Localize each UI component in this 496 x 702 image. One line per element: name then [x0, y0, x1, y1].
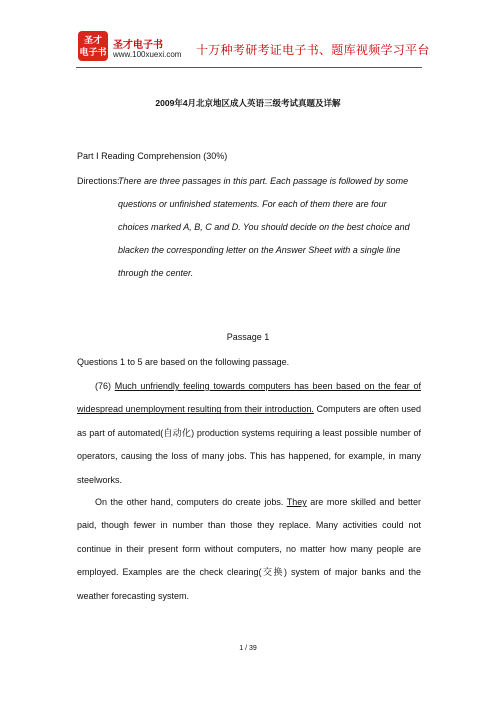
document-title: 2009年4月北京地区成人英语三级考试真题及详解 — [155, 98, 341, 108]
header-slogan: 十万种考研考证电子书、题库视频学习平台 — [196, 43, 430, 57]
brand-url[interactable]: www.100xuexi.com — [113, 50, 182, 59]
page-number: 1 / 39 — [239, 645, 257, 652]
part-heading: Part Ⅰ Reading Comprehension (30%) — [77, 151, 228, 161]
passage-heading: Passage 1 — [226, 332, 270, 342]
logo-text-bottom: 电子书 — [79, 47, 107, 57]
header-divider — [76, 67, 422, 68]
directions-line: blacken the corresponding letter on the Answer Sheet with a single line — [118, 245, 401, 255]
paragraph-text: are more skilled and better paid, though fewer in number than those they replace. Many activities could not continue in their present form without computers, no matter how many people are employed. Examples are the check clearing(交换) system of major banks and the weather forecasting system. — [77, 497, 421, 601]
questions-intro: Questions 1 to 5 are based on the following passage. — [77, 357, 290, 367]
directions-line: choices marked A, B, C and D. You should decide on the best choice and — [118, 222, 410, 232]
directions-line: There are three passages in this part. Each passage is followed by some — [118, 176, 409, 186]
logo-text-top: 圣才 — [83, 35, 102, 45]
brand-logo — [78, 31, 108, 61]
directions-line: questions or unfinished statements. For each of them there are four — [118, 199, 387, 209]
paragraph-text: On the other hand, computers do create jobs. — [95, 497, 287, 507]
directions-line: through the center. — [118, 268, 194, 278]
brand-name: 圣才电子书 — [113, 40, 163, 51]
paragraph-number: (76) — [95, 381, 115, 391]
underlined-sentence: Much unfriendly feeling towards computers has been based on the fear of widespread unemployment resulting from their introduction. — [77, 381, 421, 415]
directions-label: Directions: — [77, 176, 120, 186]
paragraph-text: Computers are often used as part of automated(自动化) production systems requiring a least possible number of operators, causing the loss of many jobs. This has happened, for example, in many steelworks. — [77, 404, 422, 485]
paragraph-2 — [77, 491, 421, 608]
paragraph-1 — [77, 375, 421, 492]
underlined-word: They — [286, 497, 307, 507]
page-header — [0, 0, 496, 72]
